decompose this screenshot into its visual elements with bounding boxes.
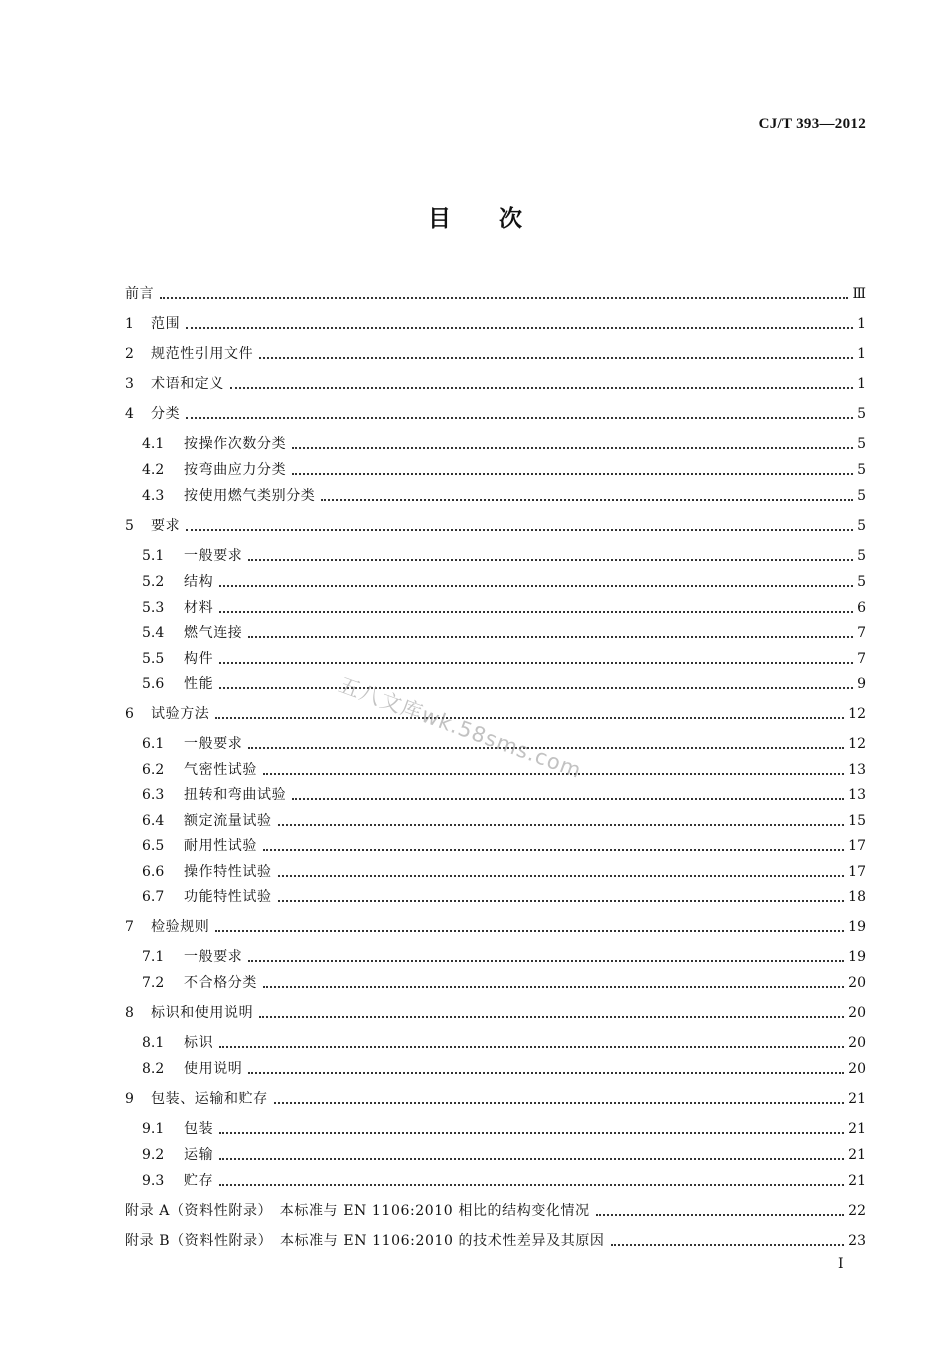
toc-entry-label: 标识 (184, 1035, 214, 1051)
toc-entry-number: 2 (125, 346, 134, 362)
toc-entry-number: 5.5 (142, 651, 165, 667)
toc-entry-page: 15 (848, 813, 866, 829)
toc-entry-page: 12 (848, 736, 866, 752)
toc-entry-page: 23 (848, 1233, 866, 1249)
toc-entry[interactable] (142, 649, 866, 669)
toc-entry-page: 13 (848, 762, 866, 778)
toc-entry-label: 扭转和弯曲试验 (184, 787, 287, 803)
toc-entry[interactable] (142, 434, 866, 454)
toc-entry-number: 6.6 (142, 864, 165, 880)
toc-entry-label: 按操作次数分类 (184, 436, 287, 452)
toc-entry-page: 19 (848, 919, 866, 935)
toc-entry-number: 5.3 (142, 600, 165, 616)
toc-entry[interactable] (125, 1201, 866, 1221)
toc-entry[interactable] (142, 811, 866, 831)
standard-code: CJ/T 393—2012 (758, 116, 866, 132)
toc-entry-label: 规范性引用文件 (151, 346, 254, 362)
toc-entry[interactable] (142, 973, 866, 993)
toc-dot-leader (160, 297, 848, 299)
toc-entry-number: 9.3 (142, 1173, 165, 1189)
toc-entry-page: 21 (848, 1121, 866, 1137)
toc-entry-number: 6.3 (142, 787, 165, 803)
toc-entry-page: 18 (848, 889, 866, 905)
toc-entry-page: 1 (857, 376, 866, 392)
toc-entry-page: 5 (857, 436, 866, 452)
toc-entry[interactable] (142, 862, 866, 882)
toc-dot-leader (219, 1132, 844, 1134)
toc-entry-number: 5.2 (142, 574, 165, 590)
toc-dot-leader (219, 662, 853, 664)
toc-dot-leader (219, 611, 853, 613)
toc-entry-page: 7 (857, 625, 866, 641)
toc-entry-label: 材料 (184, 600, 214, 616)
toc-entry-number: 4.1 (142, 436, 165, 452)
toc-entry[interactable] (125, 284, 866, 304)
toc-entry-number: 6 (125, 706, 134, 722)
toc-entry-label: 要求 (151, 518, 181, 534)
toc-entry[interactable] (125, 704, 866, 724)
toc-entry-page: 22 (848, 1203, 866, 1219)
toc-dot-leader (596, 1214, 844, 1216)
toc-entry-number: 9 (125, 1091, 134, 1107)
toc-entry[interactable] (125, 1231, 866, 1251)
page-title: 目次 (428, 206, 570, 232)
toc-entry-number: 8 (125, 1005, 134, 1021)
toc-entry-label: 贮存 (184, 1173, 214, 1189)
toc-entry[interactable] (142, 785, 866, 805)
toc-dot-leader (259, 357, 853, 359)
toc-entry[interactable] (142, 598, 866, 618)
toc-entry[interactable] (142, 947, 866, 967)
toc-dot-leader (186, 327, 853, 329)
toc-entry-label: 结构 (184, 574, 214, 590)
toc-entry-label: 附录 B（资料性附录） 本标准与 EN 1106:2010 的技术性差异及其原因 (125, 1233, 605, 1249)
toc-dot-leader (230, 387, 853, 389)
toc-entry-number: 8.1 (142, 1035, 165, 1051)
toc-entry-label: 不合格分类 (184, 975, 257, 991)
toc-entry-number: 5 (125, 518, 134, 534)
toc-entry[interactable] (142, 623, 866, 643)
toc-dot-leader (186, 417, 853, 419)
toc-dot-leader (263, 849, 844, 851)
toc-entry-number: 4.2 (142, 462, 165, 478)
toc-entry-label: 检验规则 (151, 919, 210, 935)
toc-entry-label: 附录 A（资料性附录） 本标准与 EN 1106:2010 相比的结构变化情况 (125, 1203, 590, 1219)
toc-dot-leader (274, 1102, 844, 1104)
toc-entry-number: 6.7 (142, 889, 165, 905)
toc-dot-leader (248, 636, 853, 638)
toc-entry[interactable] (125, 917, 866, 937)
toc-entry-label: 燃气连接 (184, 625, 243, 641)
toc-entry-number: 1 (125, 316, 134, 332)
toc-entry[interactable] (142, 1119, 866, 1139)
toc-entry-label: 操作特性试验 (184, 864, 272, 880)
toc-entry-label: 一般要求 (184, 736, 243, 752)
toc-dot-leader (215, 717, 844, 719)
toc-entry-number: 8.2 (142, 1061, 165, 1077)
toc-entry-page: 19 (848, 949, 866, 965)
toc-entry-label: 使用说明 (184, 1061, 243, 1077)
toc-entry-label: 包装、运输和贮存 (151, 1091, 268, 1107)
toc-entry[interactable] (142, 1059, 866, 1079)
toc-dot-leader (248, 559, 853, 561)
toc-entry-page: Ⅲ (852, 286, 866, 302)
toc-entry[interactable] (142, 1033, 866, 1053)
toc-entry-page: 21 (848, 1173, 866, 1189)
toc-entry[interactable] (125, 374, 866, 394)
toc-entry-page: 17 (848, 838, 866, 854)
toc-entry-number: 9.1 (142, 1121, 165, 1137)
toc-entry-number: 7 (125, 919, 134, 935)
toc-entry-page: 5 (857, 518, 866, 534)
toc-entry-page: 21 (848, 1091, 866, 1107)
toc-entry-label: 前言 (125, 286, 155, 302)
toc-entry-label: 构件 (184, 651, 214, 667)
toc-entry-number: 5.6 (142, 676, 165, 692)
toc-dot-leader (292, 447, 853, 449)
toc-entry-page: 20 (848, 1035, 866, 1051)
toc-dot-leader (278, 875, 845, 877)
toc-entry-page: 20 (848, 975, 866, 991)
toc-entry-label: 按使用燃气类别分类 (184, 488, 316, 504)
toc-entry-page: 5 (857, 548, 866, 564)
toc-entry-number: 5.1 (142, 548, 165, 564)
toc-dot-leader (278, 900, 845, 902)
toc-entry-label: 耐用性试验 (184, 838, 257, 854)
toc-entry-page: 13 (848, 787, 866, 803)
toc-dot-leader (248, 1072, 844, 1074)
toc-entry-number: 7.1 (142, 949, 165, 965)
toc-entry[interactable] (125, 1089, 866, 1109)
toc-entry[interactable] (142, 674, 866, 694)
toc-dot-leader (292, 798, 844, 800)
footer-page-number: I (838, 1256, 844, 1272)
toc-entry-label: 术语和定义 (151, 376, 224, 392)
toc-entry-number: 6.5 (142, 838, 165, 854)
toc-entry-label: 额定流量试验 (184, 813, 272, 829)
toc-dot-leader (219, 687, 853, 689)
toc-entry-page: 12 (848, 706, 866, 722)
toc-entry[interactable] (142, 836, 866, 856)
toc-entry-page: 21 (848, 1147, 866, 1163)
toc-dot-leader (215, 930, 844, 932)
toc-entry[interactable] (142, 486, 866, 506)
toc-dot-leader (186, 529, 853, 531)
toc-dot-leader (611, 1244, 845, 1246)
toc-entry[interactable] (142, 572, 866, 592)
toc-entry[interactable] (142, 887, 866, 907)
toc-entry-page: 5 (857, 574, 866, 590)
toc-entry[interactable] (142, 760, 866, 780)
watermark: 五八文库wk.58sms.com (335, 672, 585, 783)
toc-entry-label: 按弯曲应力分类 (184, 462, 287, 478)
toc-dot-leader (321, 499, 853, 501)
toc-entry-page: 5 (857, 406, 866, 422)
toc-entry[interactable] (125, 404, 866, 424)
toc-entry-page: 1 (857, 316, 866, 332)
toc-entry-number: 7.2 (142, 975, 165, 991)
toc-entry[interactable] (142, 546, 866, 566)
toc-entry-label: 范围 (151, 316, 181, 332)
toc-entry-label: 包装 (184, 1121, 214, 1137)
toc-entry-label: 标识和使用说明 (151, 1005, 254, 1021)
toc-entry-page: 5 (857, 462, 866, 478)
toc-dot-leader (263, 986, 844, 988)
toc-entry[interactable] (125, 1003, 866, 1023)
toc-entry-label: 一般要求 (184, 949, 243, 965)
toc-entry-number: 6.1 (142, 736, 165, 752)
toc-entry-page: 20 (848, 1005, 866, 1021)
toc-entry-number: 6.2 (142, 762, 165, 778)
toc-entry[interactable] (125, 516, 866, 536)
toc-entry-label: 气密性试验 (184, 762, 257, 778)
toc-entry-number: 4 (125, 406, 134, 422)
toc-entry-label: 分类 (151, 406, 181, 422)
toc-entry[interactable] (142, 460, 866, 480)
toc-entry-label: 性能 (184, 676, 214, 692)
toc-dot-leader (259, 1016, 844, 1018)
toc-entry-number: 3 (125, 376, 134, 392)
toc-dot-leader (292, 473, 853, 475)
toc-entry[interactable] (142, 1145, 866, 1165)
toc-entry-number: 4.3 (142, 488, 165, 504)
toc-entry[interactable] (125, 314, 866, 334)
toc-entry-page: 6 (857, 600, 866, 616)
toc-entry-number: 9.2 (142, 1147, 165, 1163)
toc-entry-page: 17 (848, 864, 866, 880)
toc-entry-label: 试验方法 (151, 706, 210, 722)
toc-dot-leader (219, 1046, 844, 1048)
toc-entry-page: 5 (857, 488, 866, 504)
toc-dot-leader (219, 1158, 844, 1160)
toc-entry-number: 5.4 (142, 625, 165, 641)
toc-entry-page: 20 (848, 1061, 866, 1077)
toc-dot-leader (219, 585, 853, 587)
toc-entry-page: 1 (857, 346, 866, 362)
toc-entry-page: 9 (857, 676, 866, 692)
toc-dot-leader (248, 960, 844, 962)
toc-entry-page: 7 (857, 651, 866, 667)
toc-entry[interactable] (125, 344, 866, 364)
toc-entry-label: 功能特性试验 (184, 889, 272, 905)
toc-entry-label: 运输 (184, 1147, 214, 1163)
toc-entry[interactable] (142, 1171, 866, 1191)
toc-entry-number: 6.4 (142, 813, 165, 829)
toc-dot-leader (278, 824, 845, 826)
toc-entry-label: 一般要求 (184, 548, 243, 564)
toc-dot-leader (219, 1184, 844, 1186)
